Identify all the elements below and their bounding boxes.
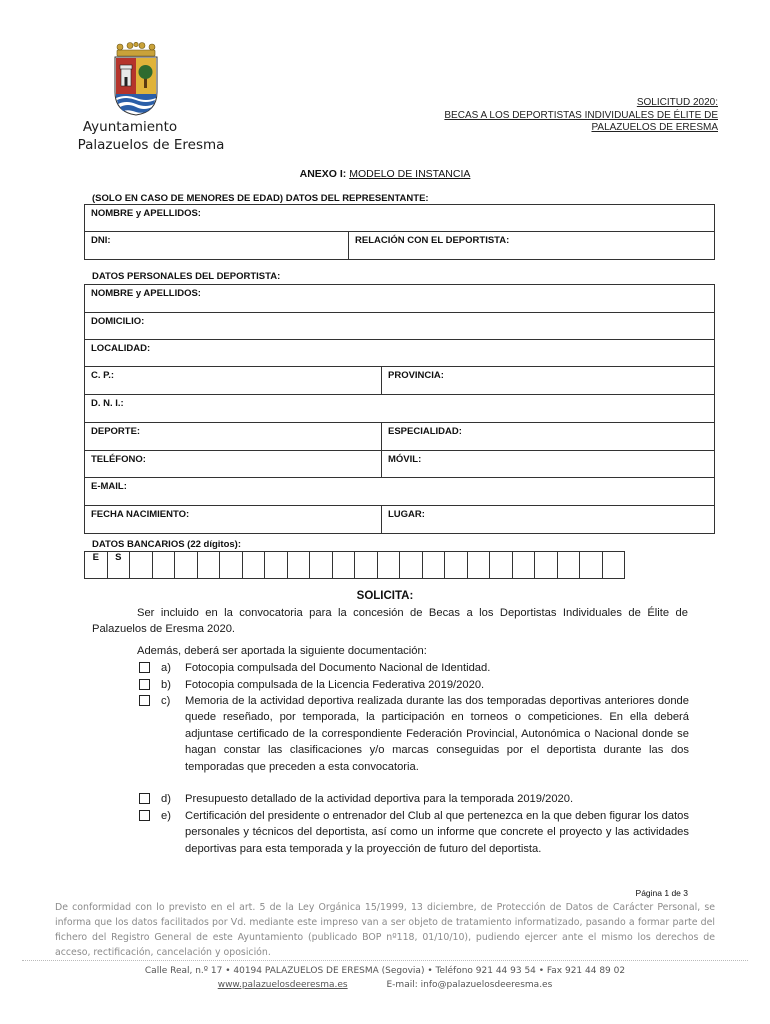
athlete-name-field[interactable]: NOMBRE y APELLIDOS: bbox=[85, 285, 715, 313]
athlete-birthplace-field[interactable]: LUGAR: bbox=[382, 506, 715, 534]
bank-cell[interactable] bbox=[490, 552, 513, 579]
coat-of-arms-logo bbox=[110, 42, 162, 117]
page-number: Página 1 de 3 bbox=[635, 888, 688, 898]
item-letter: e) bbox=[161, 810, 171, 822]
rep-dni-field[interactable]: DNI: bbox=[85, 232, 349, 260]
athlete-dni-field[interactable]: D. N. I.: bbox=[85, 395, 715, 423]
representative-table bbox=[84, 204, 715, 260]
bank-cell[interactable] bbox=[197, 552, 220, 579]
bank-cell[interactable] bbox=[310, 552, 333, 579]
bank-cell[interactable] bbox=[535, 552, 558, 579]
bank-cell[interactable] bbox=[557, 552, 580, 579]
athlete-mobile-field[interactable]: MÓVIL: bbox=[382, 451, 715, 478]
rep-relation-field[interactable]: RELACIÓN CON EL DEPORTISTA: bbox=[349, 232, 715, 260]
rep-name-field[interactable]: NOMBRE y APELLIDOS: bbox=[85, 205, 715, 232]
request-title-line-3: PALAZUELOS DE ERESMA bbox=[591, 122, 718, 133]
checkbox[interactable] bbox=[139, 662, 150, 673]
bank-cell[interactable] bbox=[580, 552, 603, 579]
solicita-title: SOLICITA: bbox=[356, 590, 414, 602]
checkbox[interactable] bbox=[139, 679, 150, 690]
item-text: Presupuesto detallado de la actividad deportiva para la temporada 2019/2020. bbox=[185, 793, 574, 805]
representative-heading: (SOLO EN CASO DE MENORES DE EDAD) DATOS DEL REPRESENTANTE: bbox=[92, 193, 429, 204]
bank-cell[interactable] bbox=[332, 552, 355, 579]
request-title-line-2: BECAS A LOS DEPORTISTAS INDIVIDUALES DE ÉLITE DE bbox=[444, 109, 718, 121]
bank-cell: S bbox=[107, 552, 130, 579]
item-letter: b) bbox=[161, 679, 171, 691]
athlete-postcode-field[interactable]: C. P.: bbox=[85, 367, 382, 395]
item-letter: d) bbox=[161, 793, 171, 805]
website-link[interactable]: www.palazuelosdeeresma.es bbox=[217, 980, 348, 990]
bank-digit-cells bbox=[84, 551, 625, 579]
athlete-heading: DATOS PERSONALES DEL DEPORTISTA: bbox=[92, 271, 281, 282]
athlete-sport-field[interactable]: DEPORTE: bbox=[85, 423, 382, 451]
item-text: Certificación del presidente o entrenador del Club al que pertenezca en la que deben figurar los datos personales y técnicos del deportista, así como un informe que concrete el proyecto y las actividades deportivas para esta temporada y la proyección de futuro del deportista. bbox=[185, 810, 689, 855]
data-protection-notice: De conformidad con lo previsto en el art. 5 de la Ley Orgánica 15/1999, 13 diciembre, de Protección de Datos de Carácter Personal, se informa que los datos facilitados por Vd. mediante este impreso van a ser objeto de tratamiento informatizado, pasando a formar parte del fichero del Registro General de este Ayuntamiento (publicado BOP nº118, 01/10/10), pudiendo ejercer ante el mismo los derechos de acceso, rectificación, cancelación y oposición. bbox=[55, 902, 715, 958]
item-text: Memoria de la actividad deportiva realizada durante las dos temporadas deportivas anteriores donde quede reseñado, por temporada, la participación en torneos o competiciones. En ella deberá adjuntase certificado de la correspondiente Federación Provincial, Autonómica o Nacional donde se hagan constar las clasificaciones y/o marcas conseguidas por el deportista durante las dos temporadas que preceden a esta convocatoria. bbox=[185, 695, 689, 773]
solicita-paragraph: Ser incluido en la convocatoria para la concesión de Becas a los Deportistas Individuales de Élite de Palazuelos de Eresma 2020. bbox=[92, 607, 688, 636]
annex-name: MODELO DE INSTANCIA bbox=[349, 168, 471, 180]
bank-cell[interactable] bbox=[377, 552, 400, 579]
documentation-intro: Además, deberá ser aportada la siguiente documentación: bbox=[137, 645, 427, 657]
email-contact[interactable]: E-mail: info@palazuelosdeeresma.es bbox=[386, 980, 553, 990]
bank-cell[interactable] bbox=[467, 552, 490, 579]
athlete-birthdate-field[interactable]: FECHA NACIMIENTO: bbox=[85, 506, 382, 534]
bank-cell[interactable] bbox=[130, 552, 153, 579]
footer-address: Calle Real, n.º 17 • 40194 PALAZUELOS DE ERESMA (Segovia) • Teléfono 921 44 93 54 • Fax 921 44 89 02 bbox=[144, 966, 626, 976]
bank-cell[interactable] bbox=[220, 552, 243, 579]
bank-heading: DATOS BANCARIOS (22 dígitos): bbox=[92, 539, 242, 550]
annex-title bbox=[0, 168, 770, 180]
athlete-phone-field[interactable]: TELÉFONO: bbox=[85, 451, 382, 478]
bank-cell[interactable] bbox=[242, 552, 265, 579]
request-title-line-1: SOLICITUD 2020: bbox=[636, 97, 718, 108]
request-title bbox=[444, 97, 718, 135]
athlete-email-field[interactable]: E-MAIL: bbox=[85, 478, 715, 506]
athlete-province-field[interactable]: PROVINCIA: bbox=[382, 367, 715, 395]
bank-cell[interactable] bbox=[512, 552, 535, 579]
bank-cell[interactable] bbox=[355, 552, 378, 579]
athlete-specialty-field[interactable]: ESPECIALIDAD: bbox=[382, 423, 715, 451]
footer-contact bbox=[0, 980, 770, 990]
bank-cell[interactable] bbox=[445, 552, 468, 579]
bank-cell[interactable] bbox=[400, 552, 423, 579]
town-name: Palazuelos de Eresma bbox=[77, 137, 225, 153]
footer-divider bbox=[22, 960, 748, 961]
athlete-table bbox=[84, 284, 715, 534]
item-text: Fotocopia compulsada de la Licencia Federativa 2019/2020. bbox=[185, 679, 485, 691]
item-text: Fotocopia compulsada del Documento Nacional de Identidad. bbox=[185, 662, 491, 674]
town-hall-label: Ayuntamiento bbox=[82, 119, 178, 135]
checkbox[interactable] bbox=[139, 793, 150, 804]
bank-cell[interactable] bbox=[422, 552, 445, 579]
bank-cell[interactable] bbox=[287, 552, 310, 579]
annex-prefix: ANEXO I: bbox=[299, 168, 347, 180]
bank-cell[interactable] bbox=[152, 552, 175, 579]
checkbox[interactable] bbox=[139, 810, 150, 821]
athlete-address-field[interactable]: DOMICILIO: bbox=[85, 313, 715, 340]
bank-cell[interactable] bbox=[602, 552, 625, 579]
item-letter: c) bbox=[161, 695, 171, 707]
bank-cell[interactable] bbox=[265, 552, 288, 579]
athlete-town-field[interactable]: LOCALIDAD: bbox=[85, 340, 715, 367]
checkbox[interactable] bbox=[139, 695, 150, 706]
bank-cell[interactable] bbox=[175, 552, 198, 579]
bank-cell: E bbox=[85, 552, 108, 579]
item-letter: a) bbox=[161, 662, 171, 674]
